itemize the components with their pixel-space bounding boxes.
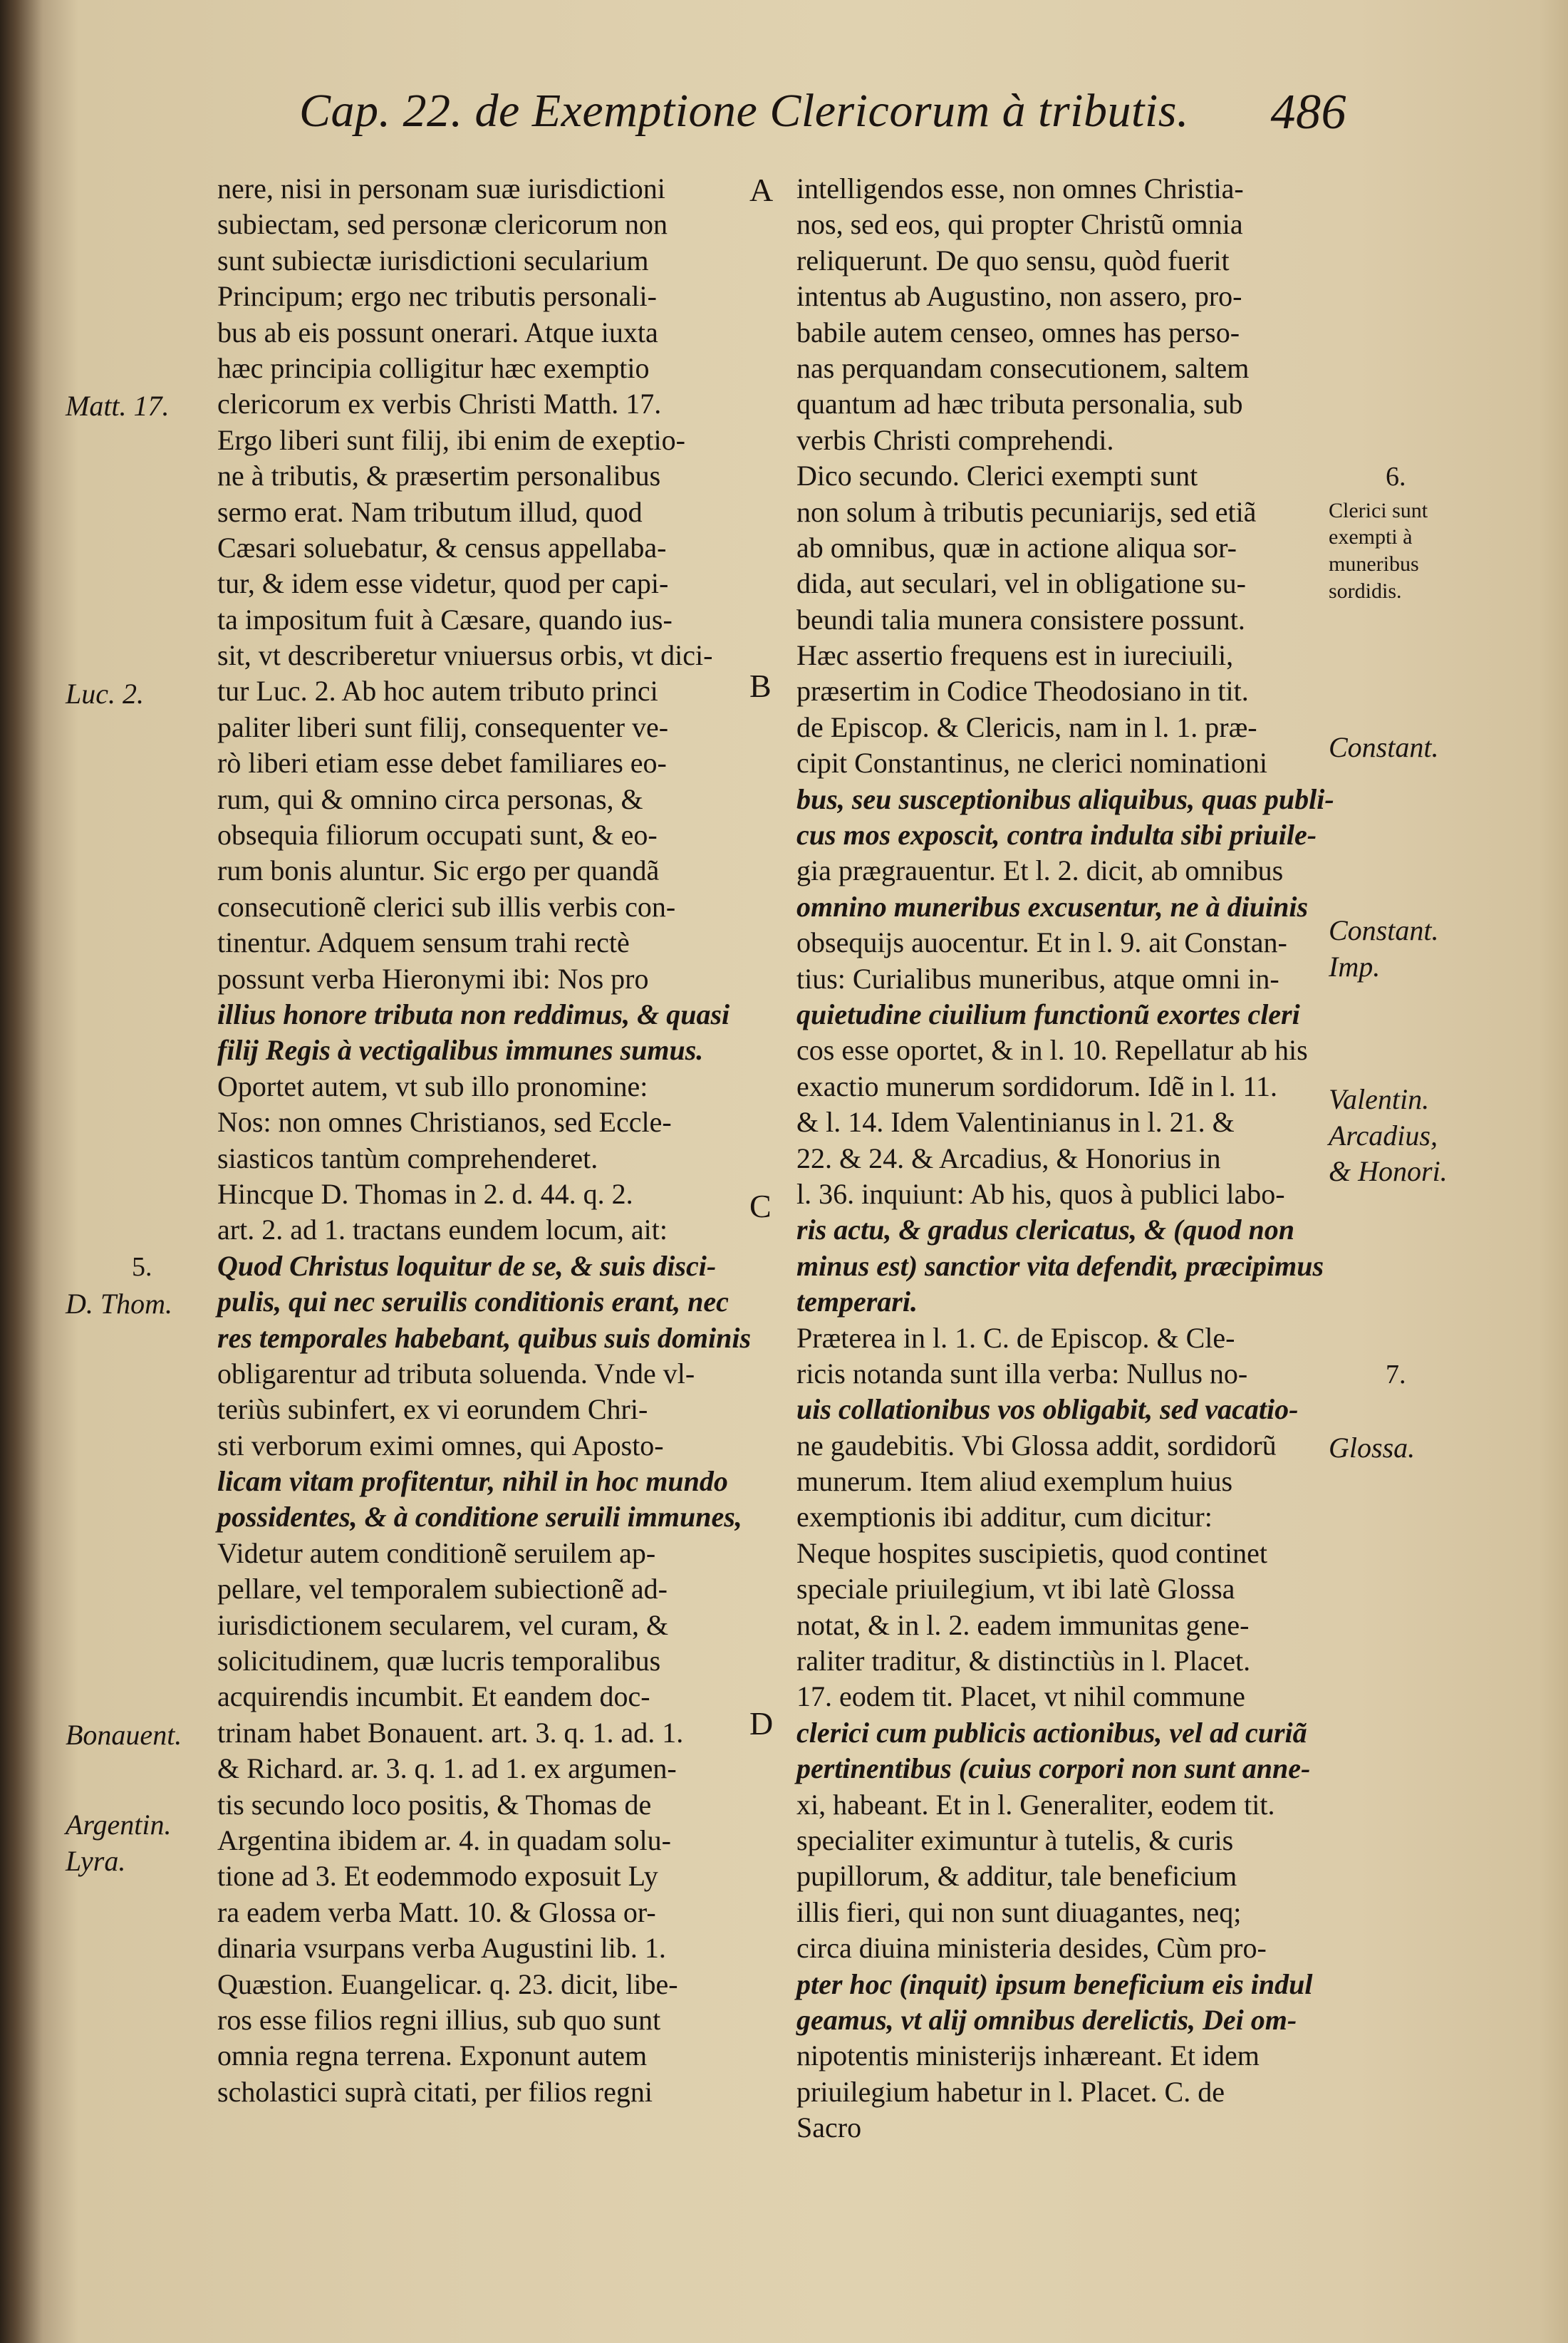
section-letter: C <box>749 1188 772 1225</box>
text-line: Nos: non omnes Christianos, sed Eccle- <box>217 1106 672 1139</box>
text-line: Principum; ergo nec tributis personali- <box>217 280 657 313</box>
text-line: gia prægrauentur. Et l. 2. dicit, ab omnibus <box>796 854 1284 887</box>
text-line: l. 36. inquiunt: Ab his, quos à publici labo- <box>796 1177 1285 1210</box>
left-margin-note: Argentin. <box>66 1809 172 1841</box>
text-line: xi, habeant. Et in l. Generaliter, eodem tit. <box>796 1788 1275 1821</box>
left-margin-note: Luc. 2. <box>66 677 144 710</box>
text-line: geamus, vt alij omnibus derelictis, Dei om- <box>796 2003 1297 2036</box>
text-line: rò liberi etiam esse debet familiares eo- <box>217 747 667 780</box>
text-line: illius honore tributa non reddimus, & quasi <box>217 998 730 1030</box>
text-line: ros esse filios regni illius, sub quo sunt <box>217 2003 661 2036</box>
text-line: trinam habet Bonauent. art. 3. q. 1. ad. 1. <box>217 1716 684 1749</box>
page-number: 486 <box>1270 85 1346 140</box>
text-line: sti verborum eximi omnes, qui Aposto- <box>217 1429 664 1462</box>
text-line: clerici cum publicis actionibus, vel ad curiã <box>796 1716 1307 1749</box>
text-line: Neque hospites suscipietis, quod continet <box>796 1536 1268 1569</box>
text-line: intelligendos esse, non omnes Christia- <box>796 172 1244 205</box>
text-line: Sacro <box>796 2111 862 2144</box>
text-line: scholastici suprà citati, per filios regni <box>217 2075 653 2108</box>
section-letter: B <box>749 667 772 704</box>
text-line: intentus ab Augustino, non assero, pro- <box>796 280 1242 313</box>
text-line: pter hoc (inquit) ipsum beneficium eis indul <box>796 1967 1313 2000</box>
text-line: consecutionẽ clerici sub illis verbis con- <box>217 890 676 923</box>
text-line: pertinentibus (cuius corpori non sunt anne- <box>796 1752 1311 1785</box>
right-margin-note: & Honori. <box>1329 1154 1448 1187</box>
right-margin-note: Constant. <box>1329 731 1439 764</box>
text-line: Oportet autem, vt sub illo pronomine: <box>217 1070 648 1102</box>
right-margin-note: Valentin. <box>1329 1083 1430 1116</box>
text-line: Videtur autem conditionẽ seruilem ap- <box>217 1536 656 1569</box>
text-line: possidentes, & à conditione seruili immunes, <box>217 1501 742 1533</box>
text-line: iurisdictionem secularem, vel curam, & <box>217 1608 669 1641</box>
text-line: de Episcop. & Clericis, nam in l. 1. præ- <box>796 710 1257 743</box>
text-line: speciale priuilegium, vt ibi latè Glossa <box>796 1573 1235 1605</box>
text-line: obsequia filiorum occupati sunt, & eo- <box>217 819 658 852</box>
text-line: Hæc assertio frequens est in iureciuili, <box>796 639 1234 672</box>
left-text-column <box>217 171 766 2110</box>
text-line: minus est) sanctior vita defendit, præcipimus <box>796 1249 1324 1282</box>
text-line: temperari. <box>796 1286 918 1318</box>
text-line: circa diuina ministeria desides, Cùm pro- <box>796 1932 1267 1965</box>
text-line: ris actu, & gradus clericatus, & (quod non <box>796 1214 1295 1246</box>
text-line: rum bonis aluntur. Sic ergo per quandã <box>217 854 660 887</box>
text-line: & Richard. ar. 3. q. 1. ad 1. ex argumen- <box>217 1752 677 1785</box>
text-line: bus ab eis possunt onerari. Atque iuxta <box>217 316 658 348</box>
text-line: sit, vt describeretur vniuersus orbis, vt dici- <box>217 639 713 672</box>
text-line: filij Regis à vectigalibus immunes sumus. <box>217 1034 704 1067</box>
text-line: siasticos tantùm comprehenderet. <box>217 1142 598 1174</box>
text-line: obligarentur ad tributa soluenda. Vnde vl- <box>217 1357 695 1390</box>
text-line: nere, nisi in personam suæ iurisdictioni <box>217 172 665 205</box>
text-line: ricis notanda sunt illa verba: Nullus no- <box>796 1357 1248 1390</box>
text-line: acquirendis incumbit. Et eandem doc- <box>217 1680 650 1713</box>
text-line: tius: Curialibus muneribus, atque omni in- <box>796 962 1279 995</box>
text-line: solicitudinem, quæ lucris temporalibus <box>217 1645 661 1677</box>
text-line: rum, qui & omnino circa personas, & <box>217 782 643 815</box>
text-line: cos esse oportet, & in l. 10. Repellatur ab his <box>796 1034 1308 1067</box>
right-margin-note: Imp. <box>1329 950 1381 983</box>
text-line: nos, sed eos, qui propter Christũ omnia <box>796 208 1243 241</box>
text-line: tur Luc. 2. Ab hoc autem tributo princi <box>217 675 658 708</box>
text-line: exactio munerum sordidorum. Idẽ in l. 11. <box>796 1070 1278 1102</box>
right-margin-note: exempti à <box>1329 525 1413 549</box>
text-line: illis fieri, qui non sunt diuagantes, neq; <box>796 1895 1242 1928</box>
text-line: ne gaudebitis. Vbi Glossa addit, sordidorũ <box>796 1429 1277 1462</box>
text-line: quantum ad hæc tributa personalia, sub <box>796 388 1243 420</box>
text-line: tis secundo loco positis, & Thomas de <box>217 1788 652 1821</box>
left-margin-note: Matt. 17. <box>66 390 170 423</box>
text-line: Ergo liberi sunt filij, ibi enim de exeptio- <box>217 423 685 456</box>
right-margin-note: 7. <box>1386 1360 1406 1390</box>
text-line: Hincque D. Thomas in 2. d. 44. q. 2. <box>217 1177 633 1210</box>
right-margin-note: Clerici sunt <box>1329 498 1428 522</box>
text-line: tinentur. Adquem sensum trahi rectè <box>217 926 630 959</box>
text-line: Præterea in l. 1. C. de Episcop. & Cle- <box>796 1321 1235 1354</box>
text-line: verbis Christi comprehendi. <box>796 423 1114 456</box>
text-line: tur, & idem esse videtur, quod per capi- <box>217 567 669 600</box>
text-line: exemptionis ibi additur, cum dicitur: <box>796 1501 1213 1533</box>
text-line: omnino muneribus excusentur, ne à diuinis <box>796 890 1309 923</box>
text-line: Cæsari soluebatur, & census appellaba- <box>217 531 667 564</box>
text-line: res temporales habebant, quibus suis dominis <box>217 1321 752 1354</box>
text-line: licam vitam profitentur, nihil in hoc mundo <box>217 1465 728 1498</box>
text-line: quietudine ciuilium functionũ exortes cleri <box>796 998 1300 1030</box>
text-line: cipit Constantinus, ne clerici nominationi <box>796 747 1267 780</box>
text-line: 22. & 24. & Arcadius, & Honorius in <box>796 1142 1221 1174</box>
right-margin-note: Constant. <box>1329 914 1439 947</box>
text-line: uis collationibus vos obligabit, sed vacatio- <box>796 1393 1299 1426</box>
text-line: non solum à tributis pecuniarijs, sed etiã <box>796 495 1257 528</box>
text-line: art. 2. ad 1. tractans eundem locum, ait: <box>217 1214 668 1246</box>
text-line: Quod Christus loquitur de se, & suis disci- <box>217 1249 717 1282</box>
text-line: dida, aut seculari, vel in obligatione su- <box>796 567 1246 600</box>
text-line: possunt verba Hieronymi ibi: Nos pro <box>217 962 649 995</box>
text-line: ne à tributis, & præsertim personalibus <box>217 460 661 492</box>
text-line: pupillorum, & additur, tale beneficium <box>796 1860 1237 1893</box>
text-line: notat, & in l. 2. eadem immunitas gene- <box>796 1608 1250 1641</box>
right-margin-note: muneribus <box>1329 552 1419 576</box>
text-line: beundi talia munera consistere possunt. <box>796 603 1245 636</box>
text-line: teriùs subinfert, ex vi eorundem Chri- <box>217 1393 648 1426</box>
text-line: Dico secundo. Clerici exempti sunt <box>796 460 1198 492</box>
text-line: ab omnibus, quæ in actione aliqua sor- <box>796 531 1237 564</box>
section-letter: A <box>749 172 774 208</box>
text-line: pulis, qui nec seruilis conditionis erant, nec <box>217 1286 729 1318</box>
text-line: 17. eodem tit. Placet, vt nihil commune <box>796 1680 1245 1713</box>
text-line: tione ad 3. Et eodemmodo exposuit Ly <box>217 1860 658 1893</box>
text-line: ta impositum fuit à Cæsare, quando ius- <box>217 603 673 636</box>
text-line: paliter liberi sunt filij, consequenter ve- <box>217 710 669 743</box>
text-line: omnia regna terrena. Exponunt autem <box>217 2039 648 2072</box>
text-line: Quæstion. Euangelicar. q. 23. dicit, libe- <box>217 1967 678 2000</box>
text-line: sermo erat. Nam tributum illud, quod <box>217 495 643 528</box>
text-line: raliter traditur, & distinctiùs in l. Placet. <box>796 1645 1251 1677</box>
right-margin-note: 6. <box>1386 462 1406 492</box>
text-line: cus mos exposcit, contra indulta sibi priuile- <box>796 819 1317 852</box>
right-margin-note: sordidis. <box>1329 579 1402 603</box>
text-line: nipotentis ministerijs inhæreant. Et idem <box>796 2039 1260 2072</box>
text-line: bus, seu susceptionibus aliquibus, quas publi- <box>796 782 1334 815</box>
text-line: subiectam, sed personæ clericorum non <box>217 208 668 241</box>
section-letter: D <box>749 1705 774 1742</box>
left-margin-note: Lyra. <box>66 1844 126 1877</box>
left-margin-note: D. Thom. <box>66 1288 173 1320</box>
text-line: clericorum ex verbis Christi Matth. 17. <box>217 388 662 420</box>
text-line: nas perquandam consecutionem, saltem <box>796 351 1250 384</box>
left-margin-note: 5. <box>132 1252 152 1282</box>
text-line: obsequijs auocentur. Et in l. 9. ait Constan- <box>796 926 1287 959</box>
chapter-title: Cap. 22. de Exemptione Clericorum à tributis. <box>299 85 1189 137</box>
text-line: priuilegium habetur in l. Placet. C. de <box>796 2075 1225 2108</box>
text-line: sunt subiectæ iurisdictioni secularium <box>217 244 649 276</box>
right-text-column <box>796 171 1334 2146</box>
text-line: specialiter eximuntur à tutelis, & curis <box>796 1824 1234 1856</box>
left-margin-note: Bonauent. <box>66 1719 182 1752</box>
text-line: præsertim in Codice Theodosiano in tit. <box>796 675 1249 708</box>
text-line: babile autem censeo, omnes has perso- <box>796 316 1240 348</box>
text-line: munerum. Item aliud exemplum huius <box>796 1465 1233 1498</box>
text-line: hæc principia colligitur hæc exemptio <box>217 351 650 384</box>
right-margin-note: Arcadius, <box>1329 1119 1438 1152</box>
text-line: & l. 14. Idem Valentinianus in l. 21. & <box>796 1106 1235 1139</box>
text-line: Argentina ibidem ar. 4. in quadam solu- <box>217 1824 671 1856</box>
text-line: dinaria vsurpans verba Augustini lib. 1. <box>217 1932 666 1965</box>
text-line: ra eadem verba Matt. 10. & Glossa or- <box>217 1895 656 1928</box>
running-header <box>299 84 1346 162</box>
text-line: reliquerunt. De quo sensu, quòd fuerit <box>796 244 1230 276</box>
right-margin-note: Glossa. <box>1329 1432 1416 1464</box>
text-line: pellare, vel temporalem subiectionẽ ad- <box>217 1573 668 1605</box>
